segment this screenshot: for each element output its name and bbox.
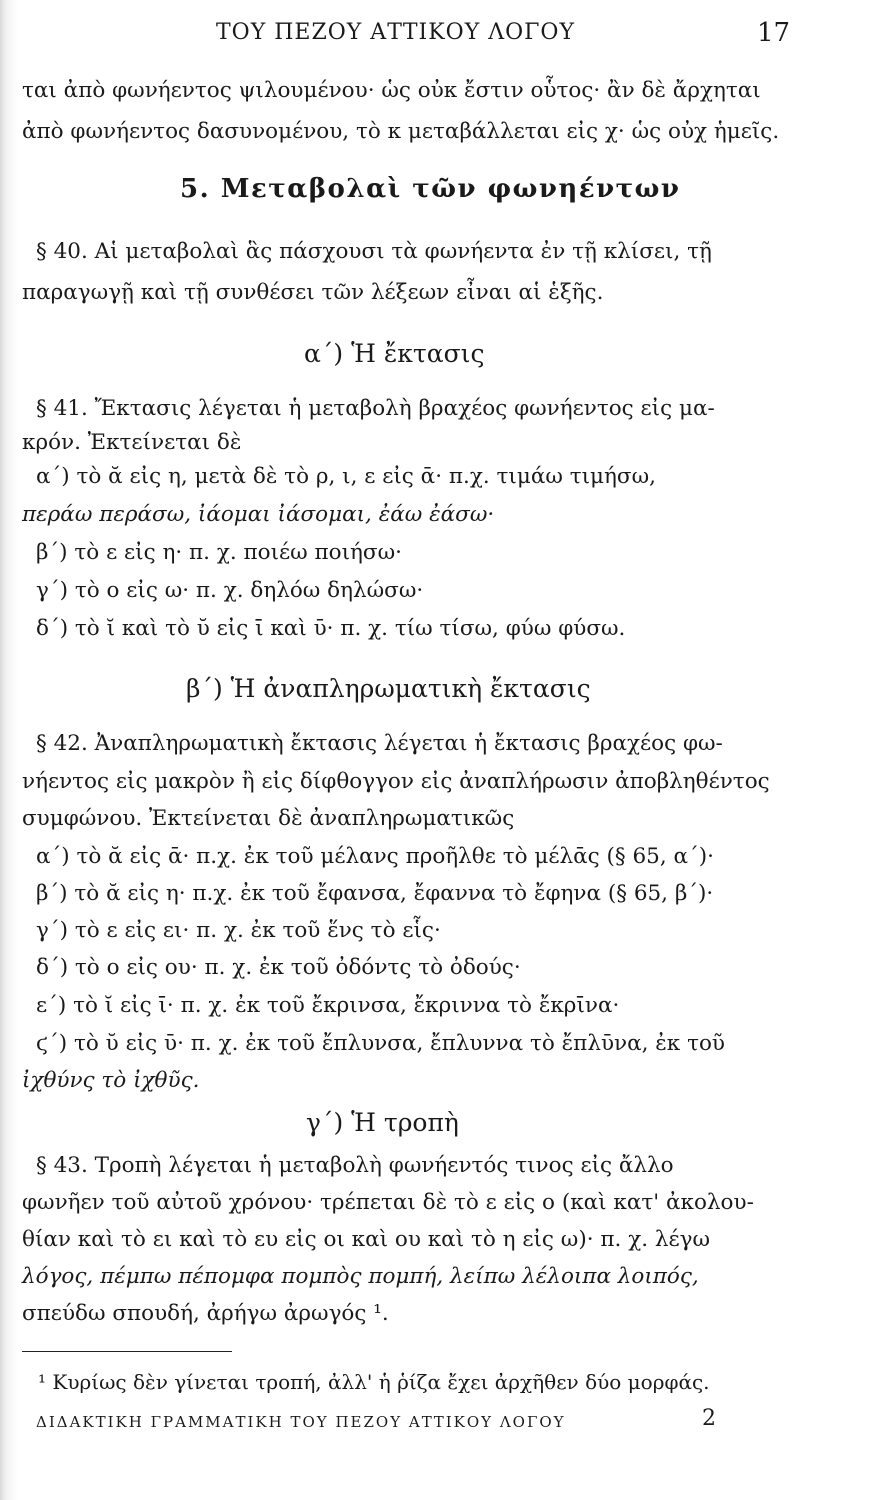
- paragraph-42-line: συμφώνου. Ἐκτείνεται δὲ ἀναπληρωματικῶς: [22, 806, 515, 831]
- paragraph-42-line: ε΄) τὸ ῐ εἰς ῑ· π. χ. ἐκ τοῦ ἔκρινσα, ἔκριννα τὸ ἔκρῑνα·: [36, 993, 620, 1018]
- paragraph-40-line: § 40. Αἱ μεταβολαὶ ἃς πάσχουσι τὰ φωνήεντα ἐν τῇ κλίσει, τῇ: [36, 239, 712, 264]
- paragraph-42-line: ϛ΄) τὸ ῠ εἰς ῡ· π. χ. ἐκ τοῦ ἔπλυνσα, ἔπλυννα τὸ ἔπλῡνα, ἐκ τοῦ: [36, 1031, 725, 1056]
- paragraph-41-line: περάω περάσω, ἰάομαι ἰάσομαι, ἐάω ἐάσω·: [22, 502, 495, 527]
- section-title: 5. Μεταβολαὶ τῶν φωνηέντων: [180, 174, 681, 204]
- footer-signature: 2: [702, 1406, 716, 1431]
- paragraph-42-line: νήεντος εἰς μακρὸν ἢ εἰς δίφθογγον εἰς ἀναπλήρωσιν ἀποβληθέντος: [22, 769, 770, 794]
- paragraph-43-line: § 43. Τροπὴ λέγεται ἡ μεταβολὴ φωνήεντός τινος εἰς ἄλλο: [36, 1153, 674, 1178]
- paragraph-40-line: παραγωγῇ καὶ τῇ συνθέσει τῶν λέξεων εἶναι αἱ ἑξῆς.: [22, 280, 604, 305]
- paragraph-41-line: κρόν. Ἐκτείνεται δὲ: [22, 430, 242, 455]
- paragraph-41-line: § 41. Ἔκτασις λέγεται ἡ μεταβολὴ βραχέος φωνήεντος εἰς μα-: [36, 396, 715, 421]
- paragraph-42-line: β΄) τὸ ᾰ εἰς η· π.χ. ἐκ τοῦ ἔφανσα, ἔφαννα τὸ ἔφηνα (§ 65, β΄)·: [36, 881, 714, 906]
- subsection-heading: β΄) Ἡ ἀναπληρωματικὴ ἔκτασις: [186, 674, 591, 703]
- footer-title: ΔΙΔΑΚΤΙΚΗ ΓΡΑΜΜΑΤΙΚΗ ΤΟΥ ΠΕΖΟΥ ΑΤΤΙΚΟΥ ΛΟΓΟΥ: [36, 1413, 566, 1431]
- paragraph-41-line: δ΄) τὸ ῐ καὶ τὸ ῠ εἰς ῑ καὶ ῡ· π. χ. τίω τίσω, φύω φύσω.: [36, 616, 626, 641]
- paragraph-43-line: σπεύδω σπουδή, ἀρήγω ἀρωγός ¹.: [22, 1301, 389, 1326]
- running-header: ΤΟΥ ΠΕΖΟΥ ΑΤΤΙΚΟΥ ΛΟΓΟΥ: [216, 20, 575, 45]
- paragraph-42-line: α΄) τὸ ᾰ εἰς ᾱ· π.χ. ἐκ τοῦ μέλανς προῆλθε τὸ μέλᾱς (§ 65, α΄)·: [36, 844, 714, 869]
- paragraph-42-line: δ΄) τὸ ο εἰς ου· π. χ. ἐκ τοῦ ὀδόντς τὸ ὀδούς·: [36, 955, 521, 980]
- text-line: ται ἀπὸ φωνήεντος ψιλουμένου· ὡς οὐκ ἔστιν οὗτος· ἂν δὲ ἄρχηται: [22, 78, 761, 103]
- page-number: 17: [757, 18, 791, 48]
- paragraph-43-line: θίαν καὶ τὸ ει καὶ τὸ ευ εἰς οι καὶ ου καὶ τὸ η εἰς ω)· π. χ. λέγω: [22, 1227, 711, 1252]
- subsection-heading: α΄) Ἡ ἔκτασις: [304, 339, 485, 368]
- paragraph-41-line: γ΄) τὸ ο εἰς ω· π. χ. δηλόω δηλώσω·: [36, 578, 424, 603]
- paragraph-43-line: λόγος, πέμπω πέπομφα πομπὸς πομπή, λείπω λέλοιπα λοιπός,: [22, 1264, 699, 1289]
- paragraph-43-line: φωνῆεν τοῦ αὐτοῦ χρόνου· τρέπεται δὲ τὸ ε εἰς ο (καὶ κατ' ἀκολου-: [22, 1190, 754, 1215]
- subsection-heading: γ΄) Ἡ τροπὴ: [306, 1108, 459, 1137]
- footnote: ¹ Κυρίως δὲν γίνεται τροπή, ἀλλ' ἡ ῥίζα ἔχει ἀρχῆθεν δύο μορφάς.: [38, 1370, 710, 1394]
- paragraph-41-line: β΄) τὸ ε εἰς η· π. χ. ποιέω ποιήσω·: [36, 540, 402, 565]
- paragraph-42-line: γ΄) τὸ ε εἰς ει· π. χ. ἐκ τοῦ ἕνς τὸ εἷς·: [36, 918, 441, 943]
- paragraph-42-line: § 42. Ἀναπληρωματικὴ ἔκτασις λέγεται ἡ ἔκτασις βραχέος φω-: [36, 731, 723, 756]
- text-line: ἀπὸ φωνήεντος δασυνομένου, τὸ κ μεταβάλλεται εἰς χ· ὡς οὐχ ἡμεῖς.: [22, 119, 780, 144]
- paragraph-41-line: α΄) τὸ ᾰ εἰς η, μετὰ δὲ τὸ ρ, ι, ε εἰς ᾱ· π.χ. τιμάω τιμήσω,: [36, 464, 656, 489]
- footnote-rule: [22, 1351, 232, 1352]
- paragraph-42-line: ἰχθύνς τὸ ἰχθῦς.: [22, 1068, 200, 1093]
